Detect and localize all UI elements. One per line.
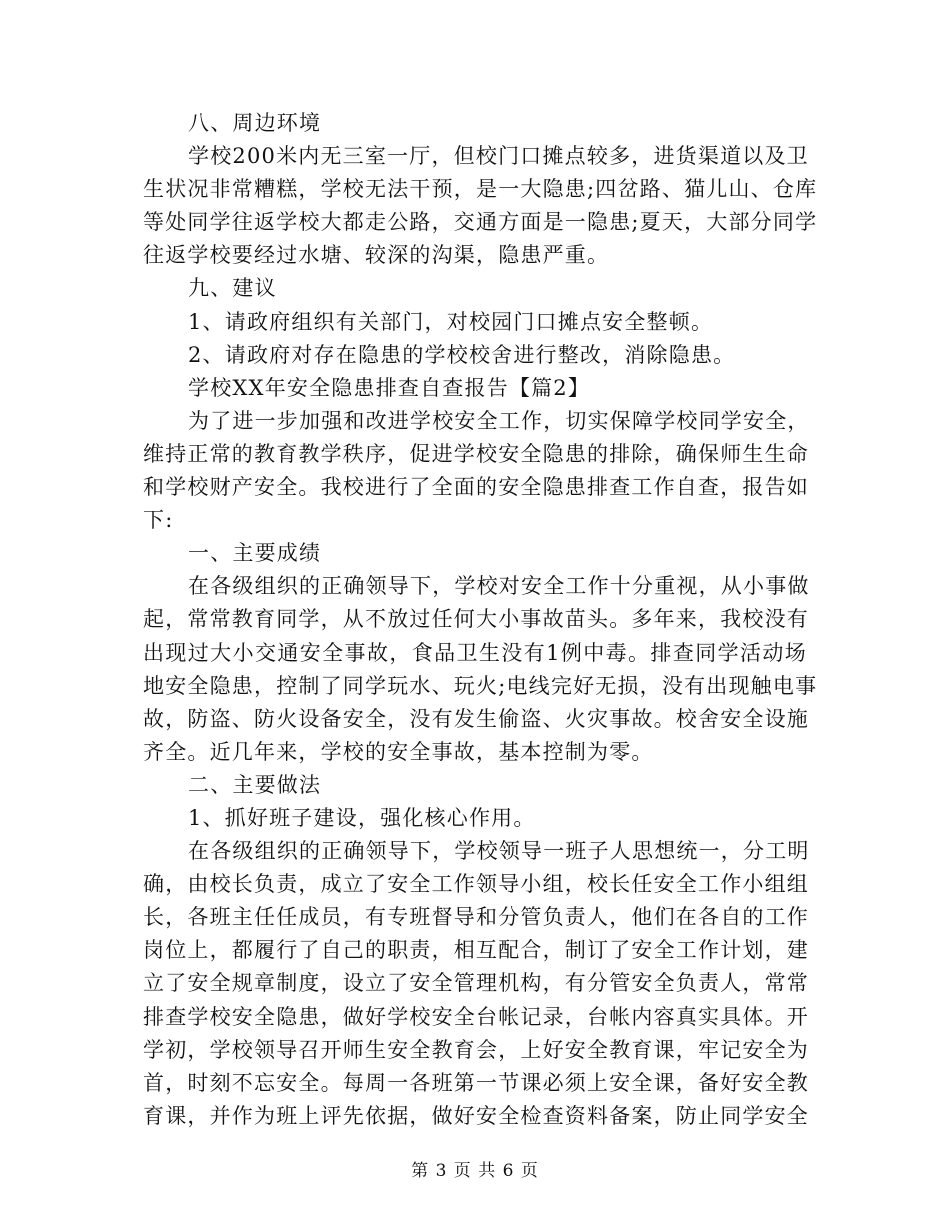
paragraph-line: 生状况非常糟糕，学校无法干预，是一大隐患;四岔路、猫儿山、仓库 xyxy=(143,177,818,202)
paragraph-line: 确，由校长负责，成立了安全工作领导小组，校长任安全工作小组组 xyxy=(143,872,809,897)
paragraph-line: 往返学校要经过水塘、较深的沟渠，隐患严重。 xyxy=(143,243,610,268)
report-title: 学校XX年安全隐患排查自查报告【篇2】 xyxy=(188,375,591,400)
paragraph-line: 下: xyxy=(143,508,174,533)
section-heading: 一、主要成绩 xyxy=(188,541,322,566)
paragraph-line: 维持正常的教育教学秩序，促进学校安全隐患的排除，确保师生生命 xyxy=(143,441,809,466)
paragraph-line: 育课，并作为班上评先依据，做好安全检查资料备案，防止同学安全 xyxy=(143,1103,809,1128)
paragraph-line: 首，时刻不忘安全。每周一各班第一节课必须上安全课，备好安全教 xyxy=(143,1070,809,1095)
list-item: 1、请政府组织有关部门，对校园门口摊点安全整顿。 xyxy=(188,309,714,334)
page-number: 第 3 页 共 6 页 xyxy=(411,1161,539,1181)
paragraph-line: 和学校财产安全。我校进行了全面的安全隐患排查工作自查，报告如 xyxy=(143,475,809,500)
paragraph-line: 起，常常教育同学，从不放过任何大小事故苗头。多年来，我校没有 xyxy=(143,607,809,632)
paragraph-line: 学校200米内无三室一厅，但校门口摊点较多，进货渠道以及卫 xyxy=(188,144,809,169)
paragraph-line: 故，防盗、防火设备安全，没有发生偷盗、火灾事故。校舍安全设施 xyxy=(143,706,809,731)
paragraph-line: 为了进一步加强和改进学校安全工作，切实保障学校同学安全， xyxy=(188,408,810,433)
paragraph-line: 地安全隐患，控制了同学玩水、玩火;电线完好无损，没有出现触电事 xyxy=(143,673,818,698)
paragraph-line: 等处同学往返学校大都走公路，交通方面是一隐患;夏天，大部分同学 xyxy=(143,210,818,235)
sub-heading: 1、抓好班子建设，强化核心作用。 xyxy=(188,805,536,830)
paragraph-line: 长，各班主任任成员，有专班督导和分管负责人，他们在各自的工作 xyxy=(143,905,809,930)
paragraph-line: 排查学校安全隐患，做好学校安全台帐记录，台帐内容真实具体。开 xyxy=(143,1004,809,1029)
paragraph-line: 在各级组织的正确领导下，学校领导一班子人思想统一，分工明 xyxy=(188,839,810,864)
paragraph-line: 立了安全规章制度，设立了安全管理机构，有分管安全负责人，常常 xyxy=(143,971,809,996)
section-heading: 八、周边环境 xyxy=(188,111,322,135)
paragraph-line: 齐全。近几年来，学校的安全事故，基本控制为零。 xyxy=(143,739,654,764)
paragraph-line: 出现过大小交通安全事故，食品卫生没有1例中毒。排查同学活动场 xyxy=(143,640,807,665)
paragraph-line: 在各级组织的正确领导下，学校对安全工作十分重视，从小事做 xyxy=(188,574,810,599)
section-heading: 九、建议 xyxy=(188,276,277,301)
paragraph-line: 岗位上，都履行了自己的职责，相互配合，制订了安全工作计划，建 xyxy=(143,938,809,963)
paragraph-line: 学初，学校领导召开师生安全教育会，上好安全教育课，牢记安全为 xyxy=(143,1037,809,1062)
document-body xyxy=(143,107,818,1133)
section-heading: 二、主要做法 xyxy=(188,772,322,797)
list-item: 2、请政府对存在隐患的学校校舍进行整改，消除隐患。 xyxy=(188,342,736,367)
